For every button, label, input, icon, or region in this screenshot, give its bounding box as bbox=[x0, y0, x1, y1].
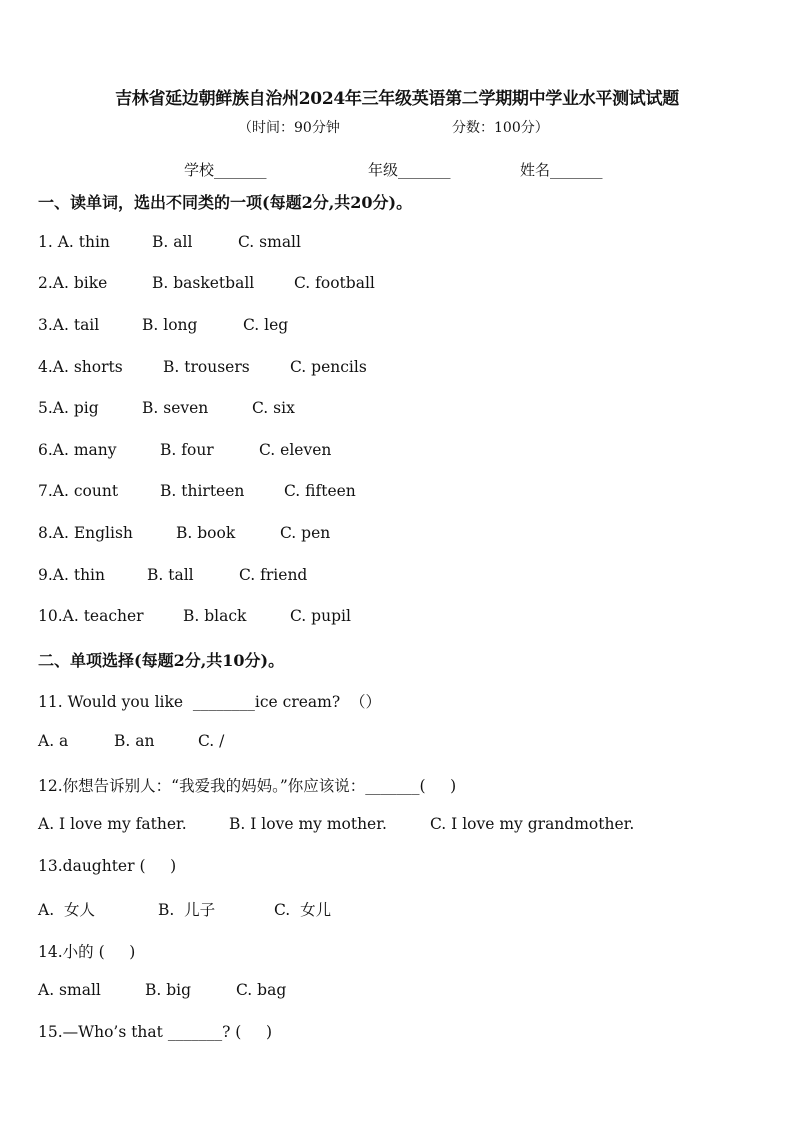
q10-option-b: B. black bbox=[183, 607, 247, 625]
q12-option-b: B. I love my mother. bbox=[229, 815, 387, 833]
q2-option-a: 2.A. bike bbox=[38, 274, 108, 292]
q3-option-b: B. long bbox=[142, 316, 198, 334]
q8-option-a: 8.A. English bbox=[38, 524, 133, 542]
q9-option-b: B. tall bbox=[147, 566, 194, 584]
q5-option-b: B. seven bbox=[142, 399, 209, 417]
q8-option-b: B. book bbox=[176, 524, 236, 542]
q4-option-c: C. pencils bbox=[290, 358, 367, 376]
q5-option-a: 5.A. pig bbox=[38, 399, 99, 417]
q12-option-a: A. I love my father. bbox=[38, 815, 187, 833]
q13-option-b: B. 儿子 bbox=[158, 901, 216, 919]
name-field: 姓名_______ bbox=[520, 161, 603, 179]
q13-option-c: C. 女儿 bbox=[274, 901, 332, 919]
q10-option-c: C. pupil bbox=[290, 607, 351, 625]
q4-option-b: B. trousers bbox=[163, 358, 250, 376]
exam-score: 分数：100分） bbox=[452, 120, 549, 136]
exam-title: 吉林省延边朝鲜族自治州2024年三年级英语第二学期期中学业水平测试试题 bbox=[115, 89, 679, 109]
q11-option-a: A. a bbox=[38, 732, 69, 750]
q1-option-a: 1. A. thin bbox=[38, 233, 110, 251]
q6-option-c: C. eleven bbox=[259, 441, 332, 459]
q14-stem: 14.小的 ( ) bbox=[38, 943, 136, 961]
q1-option-c: C. small bbox=[238, 233, 301, 251]
q6-option-a: 6.A. many bbox=[38, 441, 117, 459]
q15-stem: 15.—Who’s that _______? ( ) bbox=[38, 1023, 273, 1041]
q9-option-a: 9.A. thin bbox=[38, 566, 105, 584]
q3-option-c: C. leg bbox=[243, 316, 289, 334]
q8-option-c: C. pen bbox=[280, 524, 331, 542]
q12-option-c: C. I love my grandmother. bbox=[430, 815, 635, 833]
q5-option-c: C. six bbox=[252, 399, 295, 417]
q12-stem: 12.你想告诉别人：“我爱我的妈妈。”你应该说：_______( ) bbox=[38, 777, 457, 795]
exam-time: （时间：90分钟 bbox=[238, 120, 340, 136]
q7-option-a: 7.A. count bbox=[38, 482, 119, 500]
q2-option-b: B. basketball bbox=[152, 274, 255, 292]
school-field: 学校_______ bbox=[184, 161, 267, 179]
q7-option-b: B. thirteen bbox=[160, 482, 245, 500]
q10-option-a: 10.A. teacher bbox=[38, 607, 144, 625]
q14-option-c: C. bag bbox=[236, 981, 287, 999]
q13-stem: 13.daughter ( ) bbox=[38, 857, 177, 875]
q2-option-c: C. football bbox=[294, 274, 375, 292]
q7-option-c: C. fifteen bbox=[284, 482, 356, 500]
q13-option-a: A. 女人 bbox=[38, 901, 95, 919]
q6-option-b: B. four bbox=[160, 441, 214, 459]
grade-field: 年级_______ bbox=[368, 161, 451, 179]
q14-option-a: A. small bbox=[38, 981, 101, 999]
q11-option-c: C. / bbox=[198, 732, 225, 750]
q1-option-b: B. all bbox=[152, 233, 193, 251]
q14-option-b: B. big bbox=[145, 981, 192, 999]
q3-option-a: 3.A. tail bbox=[38, 316, 100, 334]
q11-option-b: B. an bbox=[114, 732, 155, 750]
section1-heading: 一、读单词，选出不同类的一项(每题2分,共20分)。 bbox=[38, 193, 413, 212]
section2-heading: 二、单项选择(每题2分,共10分)。 bbox=[38, 651, 285, 670]
q11-stem: 11. Would you like ________ice cream? （） bbox=[38, 693, 382, 711]
q4-option-a: 4.A. shorts bbox=[38, 358, 123, 376]
q9-option-c: C. friend bbox=[239, 566, 308, 584]
